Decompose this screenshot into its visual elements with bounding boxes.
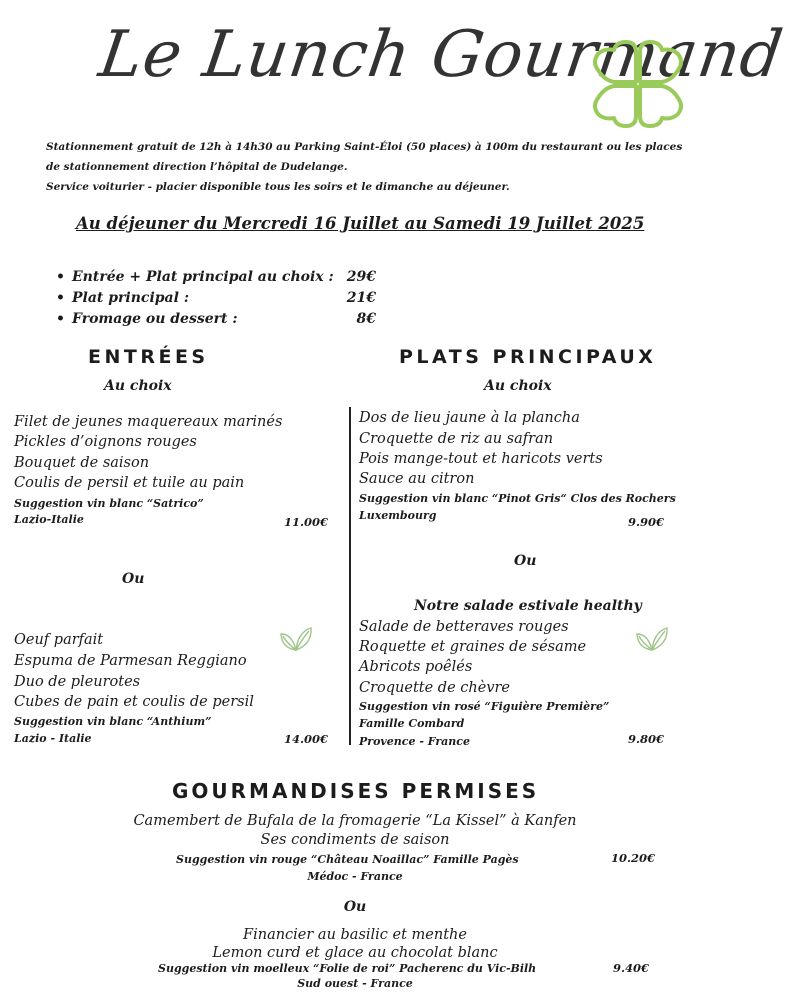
plat-dish: Croquette de riz au safran bbox=[359, 431, 554, 447]
formula-label: Plat principal : bbox=[72, 290, 189, 306]
page-title: Le Lunch Gourmand bbox=[94, 18, 788, 92]
date-range: Au déjeuner du Mercredi 16 Juillet au Samedi 19 Juillet 2025 bbox=[76, 214, 645, 233]
entree-dish: Cubes de pain et coulis de persil bbox=[14, 694, 254, 710]
wine-producer: Famille Combard bbox=[359, 717, 465, 730]
plats-subtitle: Au choix bbox=[484, 378, 552, 394]
wine-origin: Luxembourg bbox=[359, 509, 437, 522]
leaf-icon bbox=[278, 624, 314, 654]
entree-price: 14.00€ bbox=[284, 732, 329, 746]
parking-info-line2: de stationnement direction l’hôpital de Dudelange. bbox=[46, 161, 348, 173]
wine-suggestion: Suggestion vin rosé “Figuière Première” bbox=[359, 700, 610, 713]
formula-price: 21€ bbox=[346, 290, 376, 306]
entrees-subtitle: Au choix bbox=[104, 378, 172, 394]
wine-origin: Médoc - France bbox=[307, 870, 403, 883]
formula-label: Fromage ou dessert : bbox=[72, 311, 238, 327]
plat-price: 9.80€ bbox=[628, 732, 665, 746]
plat-dish: Croquette de chèvre bbox=[359, 680, 511, 696]
formula-price: 29€ bbox=[346, 269, 376, 285]
entree-dish: Pickles d’oignons rouges bbox=[14, 434, 197, 450]
formula-label: Entrée + Plat principal au choix : bbox=[72, 269, 334, 285]
wine-origin: Lazio-Italie bbox=[14, 513, 84, 526]
clover-logo-icon bbox=[590, 38, 686, 130]
plat-dish: Abricots poêlés bbox=[359, 659, 473, 675]
entree-dish: Bouquet de saison bbox=[14, 455, 150, 471]
entrees-title: ENTRÉES bbox=[88, 346, 209, 368]
column-divider bbox=[349, 407, 351, 745]
entree-dish: Duo de pleurotes bbox=[14, 674, 141, 690]
valet-info: Service voiturier - placier disponible tous les soirs et le dimanche au déjeuner. bbox=[46, 181, 510, 193]
wine-origin: Lazio - Italie bbox=[14, 732, 92, 745]
wine-suggestion: Suggestion vin blanc “Satrico” bbox=[14, 497, 204, 510]
wine-origin: Sud ouest - France bbox=[297, 977, 413, 990]
or-separator: Ou bbox=[343, 899, 367, 915]
bullet-icon: • bbox=[56, 269, 65, 285]
dessert-dish: Ses condiments de saison bbox=[260, 832, 450, 848]
plats-title: PLATS PRINCIPAUX bbox=[399, 346, 657, 368]
wine-suggestion: Suggestion vin blanc “Anthium” bbox=[14, 715, 212, 728]
entree-dish: Filet de jeunes maquereaux marinés bbox=[14, 414, 283, 430]
leaf-icon bbox=[634, 624, 670, 654]
wine-origin: Provence - France bbox=[359, 735, 470, 748]
plat-dish: Roquette et graines de sésame bbox=[359, 639, 587, 655]
formula-price: 8€ bbox=[356, 311, 376, 327]
dessert-dish: Financier au basilic et menthe bbox=[243, 927, 467, 943]
wine-suggestion: Suggestion vin rouge “Château Noaillac” Famille Pagès bbox=[176, 853, 519, 866]
plat-dish: Salade de betteraves rouges bbox=[359, 619, 569, 635]
plat-dish: Pois mange-tout et haricots verts bbox=[359, 451, 603, 467]
plat-dish: Dos de lieu jaune à la plancha bbox=[359, 410, 580, 426]
entree-dish: Espuma de Parmesan Reggiano bbox=[14, 653, 247, 669]
dessert-price: 9.40€ bbox=[613, 961, 650, 975]
bullet-icon: • bbox=[56, 290, 65, 306]
wine-suggestion: Suggestion vin moelleux “Folie de roi” Pacherenc du Vic-Bilh bbox=[158, 962, 537, 975]
dessert-dish: Camembert de Bufala de la fromagerie “La Kissel” à Kanfen bbox=[133, 813, 577, 829]
entree-dish: Oeuf parfait bbox=[14, 632, 104, 648]
dessert-dish: Lemon curd et glace au chocolat blanc bbox=[212, 945, 498, 961]
plat-dish: Sauce au citron bbox=[359, 471, 475, 487]
entree-dish: Coulis de persil et tuile au pain bbox=[14, 475, 245, 491]
gourmandises-title: GOURMANDISES PERMISES bbox=[172, 779, 540, 803]
dessert-price: 10.20€ bbox=[611, 851, 656, 865]
wine-suggestion: Suggestion vin blanc “Pinot Gris“ Clos des Rochers bbox=[359, 492, 676, 505]
or-separator: Ou bbox=[514, 553, 537, 569]
bullet-icon: • bbox=[56, 311, 65, 327]
entree-price: 11.00€ bbox=[284, 515, 329, 529]
parking-info-line1: Stationnement gratuit de 12h à 14h30 au Parking Saint-Éloi (50 places) à 100m du restaurant ou les places bbox=[46, 141, 683, 153]
or-separator: Ou bbox=[122, 571, 145, 587]
plat-price: 9.90€ bbox=[628, 515, 665, 529]
salad-heading: Notre salade estivale healthy bbox=[414, 598, 642, 614]
